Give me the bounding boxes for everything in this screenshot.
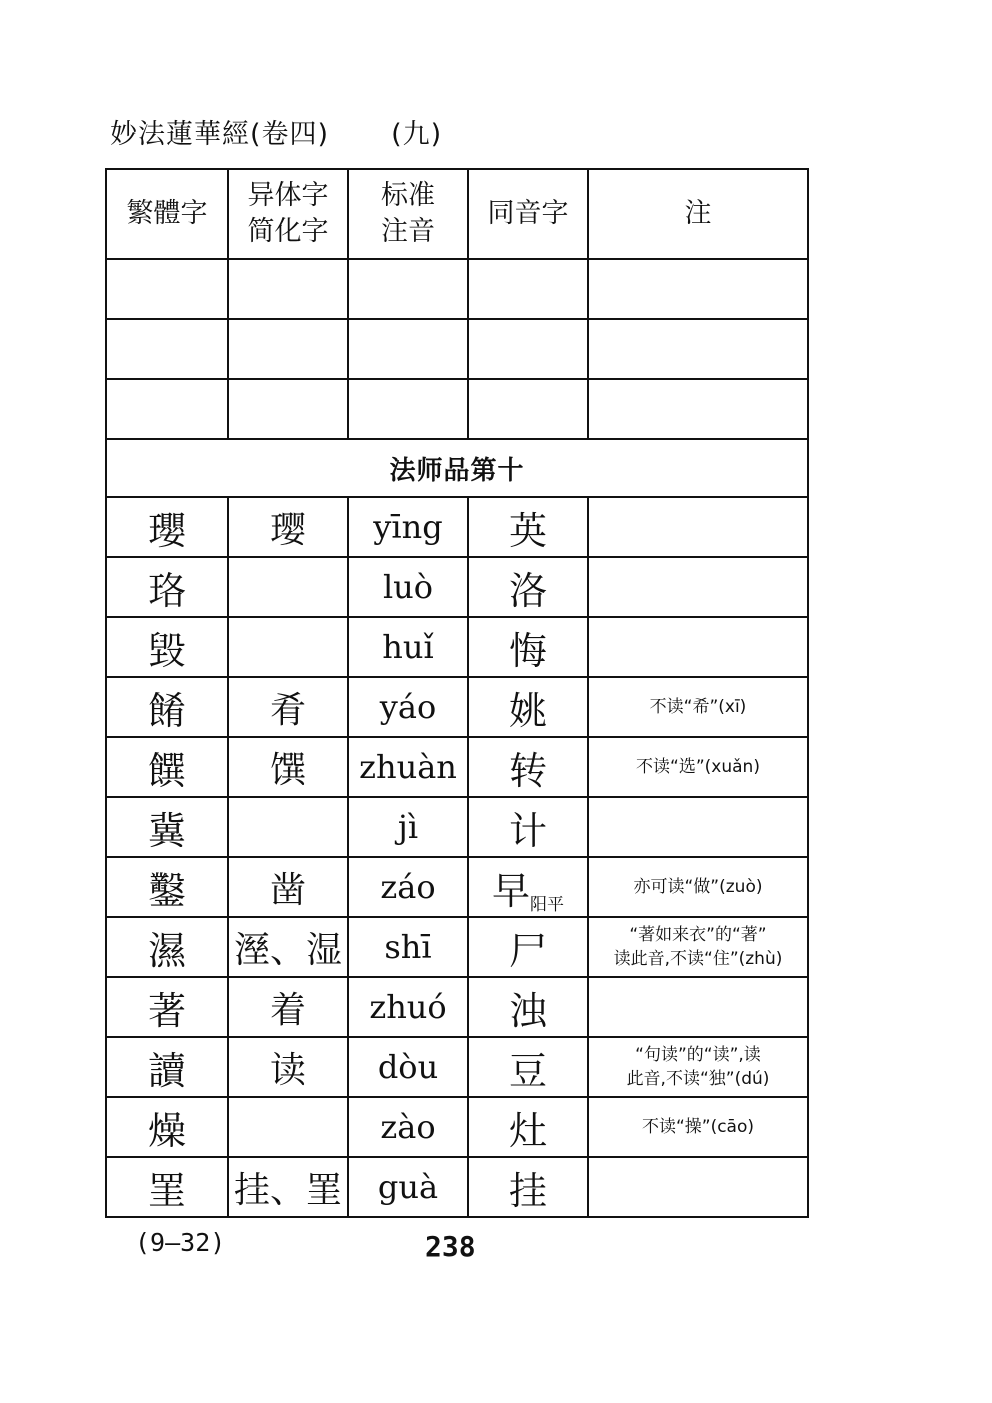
homophone-char: 转 bbox=[508, 748, 547, 793]
volume-number: (九) bbox=[391, 119, 443, 150]
table-row bbox=[106, 1037, 808, 1097]
homophone-char: 悔 bbox=[508, 628, 547, 673]
homophone-char: 尸 bbox=[508, 928, 547, 973]
variant-char-cell: 溼、湿 bbox=[228, 917, 348, 977]
homophone-char: 洛 bbox=[508, 568, 547, 613]
homophone-cell bbox=[468, 1037, 588, 1097]
homophone-char: 灶 bbox=[508, 1108, 547, 1153]
pinyin-cell: zhuàn bbox=[348, 737, 468, 797]
note-cell bbox=[588, 497, 808, 557]
note-cell bbox=[588, 737, 808, 797]
homophone-cell bbox=[468, 977, 588, 1037]
header-pinyin bbox=[348, 169, 468, 259]
homophone-cell bbox=[468, 677, 588, 737]
header-variant-line1: 异体字 bbox=[247, 180, 329, 211]
note-cell bbox=[588, 1037, 808, 1097]
section-row bbox=[106, 439, 808, 497]
homophone-char: 豆 bbox=[508, 1048, 547, 1093]
variant-char-cell: 挂、罣 bbox=[228, 1157, 348, 1217]
blank-cell bbox=[588, 319, 808, 379]
note-cell bbox=[588, 917, 808, 977]
homophone-char: 英 bbox=[508, 508, 547, 553]
blank-cell bbox=[106, 259, 228, 319]
traditional-char-cell: 珞 bbox=[106, 557, 228, 617]
character-reference-table bbox=[105, 168, 809, 1218]
blank-cell bbox=[348, 379, 468, 439]
table-row bbox=[106, 737, 808, 797]
traditional-char-cell: 罣 bbox=[106, 1157, 228, 1217]
blank-cell bbox=[106, 319, 228, 379]
blank-cell bbox=[228, 259, 348, 319]
traditional-char-cell: 讀 bbox=[106, 1037, 228, 1097]
page-number: 238 bbox=[425, 1230, 476, 1263]
traditional-char-cell: 著 bbox=[106, 977, 228, 1037]
note-cell bbox=[588, 617, 808, 677]
homophone-cell bbox=[468, 857, 588, 917]
blank-cell bbox=[468, 379, 588, 439]
homophone-char: 浊 bbox=[508, 988, 547, 1033]
blank-cell bbox=[348, 319, 468, 379]
traditional-char-cell: 餚 bbox=[106, 677, 228, 737]
note-cell bbox=[588, 557, 808, 617]
traditional-char-cell: 冀 bbox=[106, 797, 228, 857]
homophone-cell bbox=[468, 497, 588, 557]
header-homophone: 同音字 bbox=[468, 169, 588, 259]
homophone-cell bbox=[468, 737, 588, 797]
homophone-char: 挂 bbox=[508, 1168, 547, 1213]
blank-cell bbox=[228, 319, 348, 379]
pinyin-cell: zào bbox=[348, 1097, 468, 1157]
pinyin-cell: guà bbox=[348, 1157, 468, 1217]
table-row bbox=[106, 797, 808, 857]
blank-cell bbox=[468, 319, 588, 379]
pinyin-cell: jì bbox=[348, 797, 468, 857]
note-line-1: 不读“操”(cāo) bbox=[641, 1117, 755, 1137]
table-row bbox=[106, 497, 808, 557]
blank-cell bbox=[348, 259, 468, 319]
note-line-1: “著如来衣”的“著” bbox=[629, 925, 767, 945]
blank-cell bbox=[468, 259, 588, 319]
blank-cell bbox=[106, 379, 228, 439]
blank-row bbox=[106, 259, 808, 319]
note-cell bbox=[588, 1157, 808, 1217]
note-cell bbox=[588, 1097, 808, 1157]
tone-note: 阳平 bbox=[530, 894, 564, 915]
homophone-char: 早 bbox=[491, 868, 530, 913]
note-line-2: 读此音,不读“住”(zhù) bbox=[613, 949, 783, 969]
variant-char-cell: 璎 bbox=[228, 497, 348, 557]
homophone-char: 姚 bbox=[508, 688, 547, 733]
homophone-cell bbox=[468, 557, 588, 617]
homophone-cell bbox=[468, 797, 588, 857]
variant-char-cell: 着 bbox=[228, 977, 348, 1037]
table-row bbox=[106, 917, 808, 977]
note-line-1: “句读”的“读”,读 bbox=[635, 1045, 761, 1065]
blank-cell bbox=[588, 379, 808, 439]
note-cell bbox=[588, 977, 808, 1037]
pinyin-cell: yīng bbox=[348, 497, 468, 557]
table-row bbox=[106, 1097, 808, 1157]
traditional-char-cell: 毀 bbox=[106, 617, 228, 677]
note-cell bbox=[588, 857, 808, 917]
variant-char-cell: 馔 bbox=[228, 737, 348, 797]
table-row bbox=[106, 677, 808, 737]
blank-row bbox=[106, 319, 808, 379]
table-row bbox=[106, 1157, 808, 1217]
homophone-char: 计 bbox=[508, 808, 547, 853]
note-line-1: 亦可读“做”(zuò) bbox=[633, 877, 763, 897]
note-line-2: 此音,不读“独”(dú) bbox=[626, 1069, 770, 1089]
table-row bbox=[106, 617, 808, 677]
variant-char-cell: 凿 bbox=[228, 857, 348, 917]
homophone-cell bbox=[468, 1097, 588, 1157]
pinyin-cell: luò bbox=[348, 557, 468, 617]
note-line-1: 不读“选”(xuǎn) bbox=[636, 757, 760, 777]
blank-row bbox=[106, 379, 808, 439]
variant-char-cell: 肴 bbox=[228, 677, 348, 737]
header-variant-line2: 简化字 bbox=[247, 216, 329, 247]
traditional-char-cell: 鑿 bbox=[106, 857, 228, 917]
pinyin-cell: záo bbox=[348, 857, 468, 917]
variant-char-cell bbox=[228, 557, 348, 617]
variant-char-cell: 读 bbox=[228, 1037, 348, 1097]
table-row bbox=[106, 977, 808, 1037]
pinyin-cell: yáo bbox=[348, 677, 468, 737]
note-line-1: 不读“希”(xī) bbox=[649, 697, 747, 717]
variant-char-cell bbox=[228, 797, 348, 857]
variant-char-cell bbox=[228, 1097, 348, 1157]
traditional-char-cell: 燥 bbox=[106, 1097, 228, 1157]
header-variant bbox=[228, 169, 348, 259]
table-body bbox=[106, 259, 808, 1217]
note-cell bbox=[588, 797, 808, 857]
book-title: 妙法蓮華經(卷四) bbox=[110, 119, 330, 150]
section-title: 法师品第十 bbox=[106, 439, 808, 497]
traditional-char-cell: 濕 bbox=[106, 917, 228, 977]
homophone-cell bbox=[468, 617, 588, 677]
table-row bbox=[106, 557, 808, 617]
table-header-row bbox=[106, 169, 808, 259]
variant-char-cell bbox=[228, 617, 348, 677]
header-pinyin-line2: 注音 bbox=[381, 216, 435, 247]
header-note: 注 bbox=[588, 169, 808, 259]
pinyin-cell: huǐ bbox=[348, 617, 468, 677]
footer-code: (9—32) bbox=[135, 1228, 226, 1257]
homophone-cell bbox=[468, 1157, 588, 1217]
pinyin-cell: shī bbox=[348, 917, 468, 977]
pinyin-cell: dòu bbox=[348, 1037, 468, 1097]
note-cell bbox=[588, 677, 808, 737]
pinyin-cell: zhuó bbox=[348, 977, 468, 1037]
table-row bbox=[106, 857, 808, 917]
header-pinyin-line1: 标准 bbox=[381, 180, 435, 211]
blank-cell bbox=[228, 379, 348, 439]
traditional-char-cell: 瓔 bbox=[106, 497, 228, 557]
header-traditional: 繁體字 bbox=[106, 169, 228, 259]
traditional-char-cell: 饌 bbox=[106, 737, 228, 797]
homophone-cell bbox=[468, 917, 588, 977]
page-title bbox=[110, 112, 442, 151]
blank-cell bbox=[588, 259, 808, 319]
